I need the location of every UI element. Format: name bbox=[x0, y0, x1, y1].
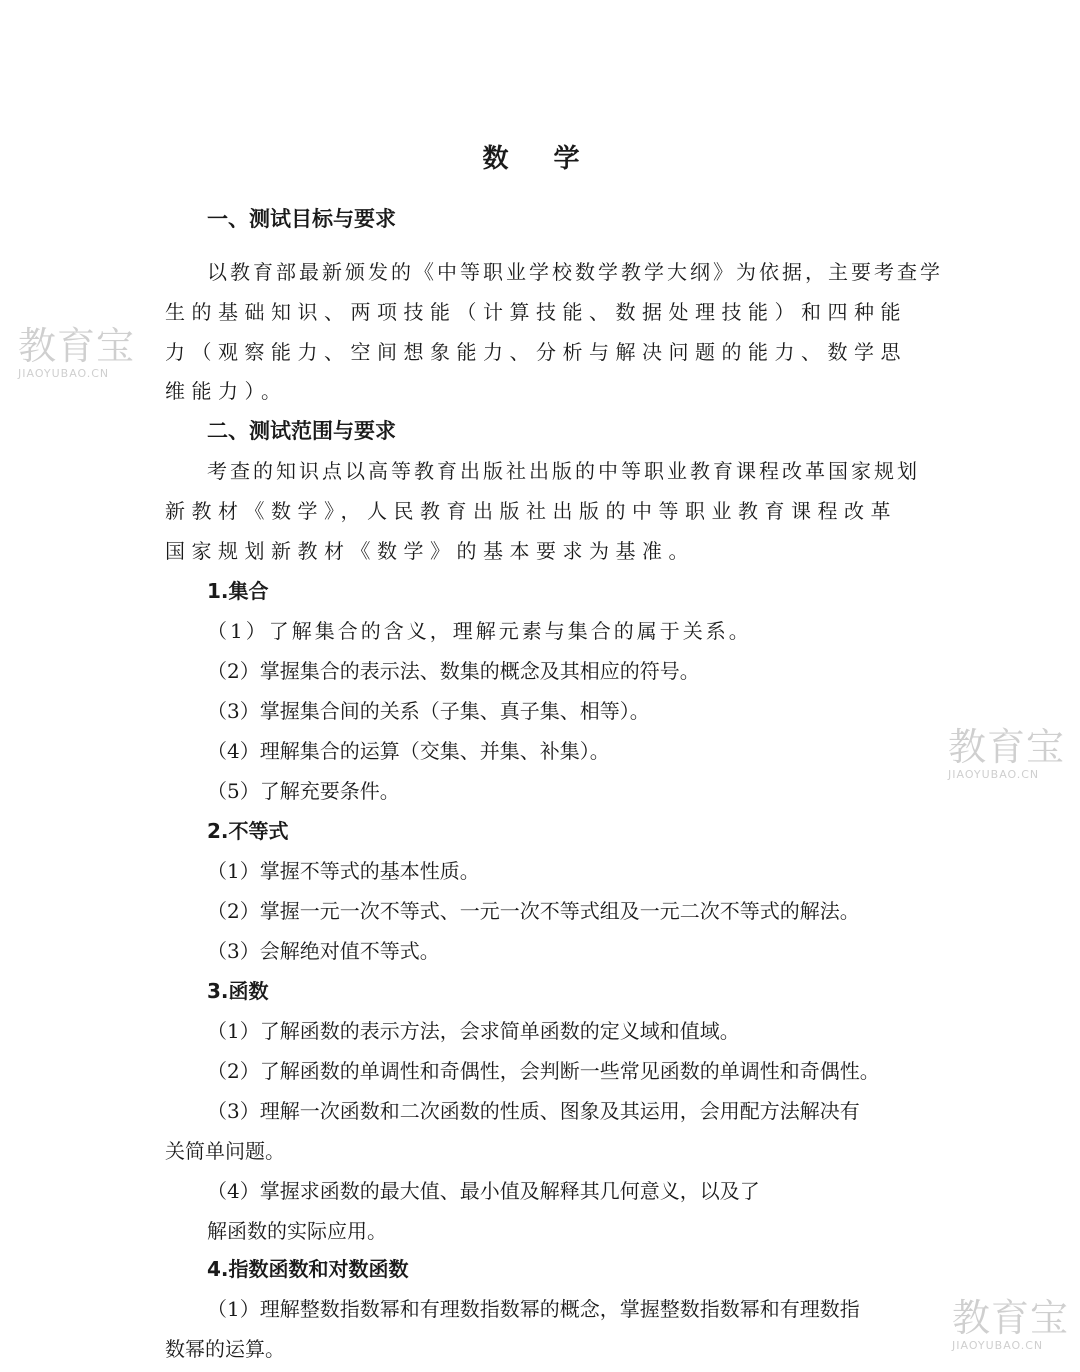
list-item: （1）理解整数指数幂和有理数指数幂的概念，掌握整数指数幂和有理数指 bbox=[207, 1297, 860, 1321]
list-item: （2）掌握一元一次不等式、一元一次不等式组及一元二次不等式的解法。 bbox=[207, 899, 860, 923]
paragraph-line: 新教材《数学》，人民教育出版社出版的中等职业教育课程改革 bbox=[165, 499, 897, 523]
list-item: （2）了解函数的单调性和奇偶性，会判断一些常见函数的单调性和奇偶性。 bbox=[207, 1059, 880, 1083]
list-item: （2）掌握集合的表示法、数集的概念及其相应的符号。 bbox=[207, 659, 700, 683]
paragraph-line: 国家规划新教材《数学》的基本要求为基准。 bbox=[165, 539, 695, 563]
list-item: 数幂的运算。 bbox=[165, 1337, 285, 1361]
topic-heading-exp-log: 4.指数函数和对数函数 bbox=[207, 1257, 409, 1281]
list-item: （3）掌握集合间的关系（子集、真子集、相等）。 bbox=[207, 699, 650, 723]
paragraph-line: 以教育部最新颁发的《中等职业学校数学教学大纲》为依据，主要考查学 bbox=[207, 260, 943, 284]
list-item: （1）了解集合的含义，理解元素与集合的属于关系。 bbox=[207, 619, 752, 643]
list-item: 关简单问题。 bbox=[165, 1139, 285, 1163]
list-item: （1）掌握不等式的基本性质。 bbox=[207, 859, 480, 883]
section-heading-scope: 二、测试范围与要求 bbox=[207, 419, 396, 443]
topic-heading-sets: 1.集合 bbox=[207, 579, 269, 603]
list-item: （3）会解绝对值不等式。 bbox=[207, 939, 440, 963]
list-item: （1）了解函数的表示方法，会求简单函数的定义域和值域。 bbox=[207, 1019, 740, 1043]
paragraph-line: 维能力）。 bbox=[165, 379, 288, 403]
list-item: 解函数的实际应用。 bbox=[207, 1219, 387, 1243]
section-heading-goals: 一、测试目标与要求 bbox=[207, 207, 396, 231]
list-item: （3）理解一次函数和二次函数的性质、图象及其运用，会用配方法解决有 bbox=[207, 1099, 860, 1123]
list-item: （4）掌握求函数的最大值、最小值及解释其几何意义，以及了 bbox=[207, 1179, 760, 1203]
watermark-logo: 教育宝 JIAOYUBAO.CN bbox=[18, 324, 136, 380]
watermark-logo: 教育宝 JIAOYUBAO.CN bbox=[948, 725, 1066, 781]
topic-heading-functions: 3.函数 bbox=[207, 979, 269, 1003]
watermark-logo: 教育宝 JIAOYUBAO.CN bbox=[952, 1296, 1070, 1352]
list-item: （4）理解集合的运算（交集、并集、补集）。 bbox=[207, 739, 610, 763]
page-title: 数 学 bbox=[482, 144, 598, 174]
paragraph-line: 力（观察能力、空间想象能力、分析与解决问题的能力、数学思 bbox=[165, 340, 907, 364]
list-item: （5）了解充要条件。 bbox=[207, 779, 400, 803]
topic-heading-inequalities: 2.不等式 bbox=[207, 819, 289, 843]
paragraph-line: 考查的知识点以高等教育出版社出版的中等职业教育课程改革国家规划 bbox=[207, 459, 920, 483]
paragraph-line: 生的基础知识、两项技能（计算技能、数据处理技能）和四种能 bbox=[165, 300, 907, 324]
